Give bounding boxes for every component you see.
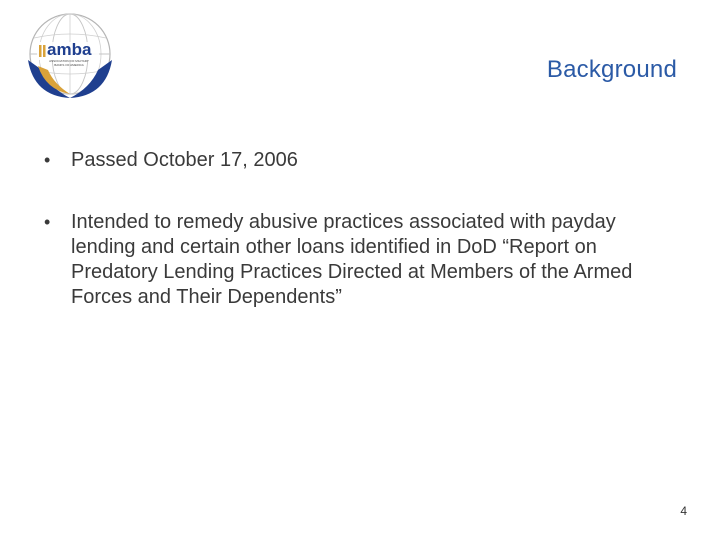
page-number: 4 [680, 504, 687, 518]
bullet-text: Intended to remedy abusive practices associated with payday lending and certain other loans identified in DoD “Report on Predatory Lending Practices Directed at Members of the Armed Forces and Their Dependents” [71, 211, 633, 308]
bullet-item [44, 210, 684, 310]
amba-logo-wordmark: amba [47, 40, 92, 59]
bullet-item [44, 148, 684, 173]
bullet-text: Passed October 17, 2006 [71, 149, 298, 171]
amba-logo [20, 8, 122, 104]
bullet-marker: • [44, 212, 51, 232]
bullet-marker: • [44, 150, 51, 170]
slide-title: Background [546, 56, 677, 83]
bullet-list [44, 148, 684, 310]
amba-logo-subtext: ASSOCIATION OF MILITARY BANKS OF AMERICA [49, 59, 89, 67]
